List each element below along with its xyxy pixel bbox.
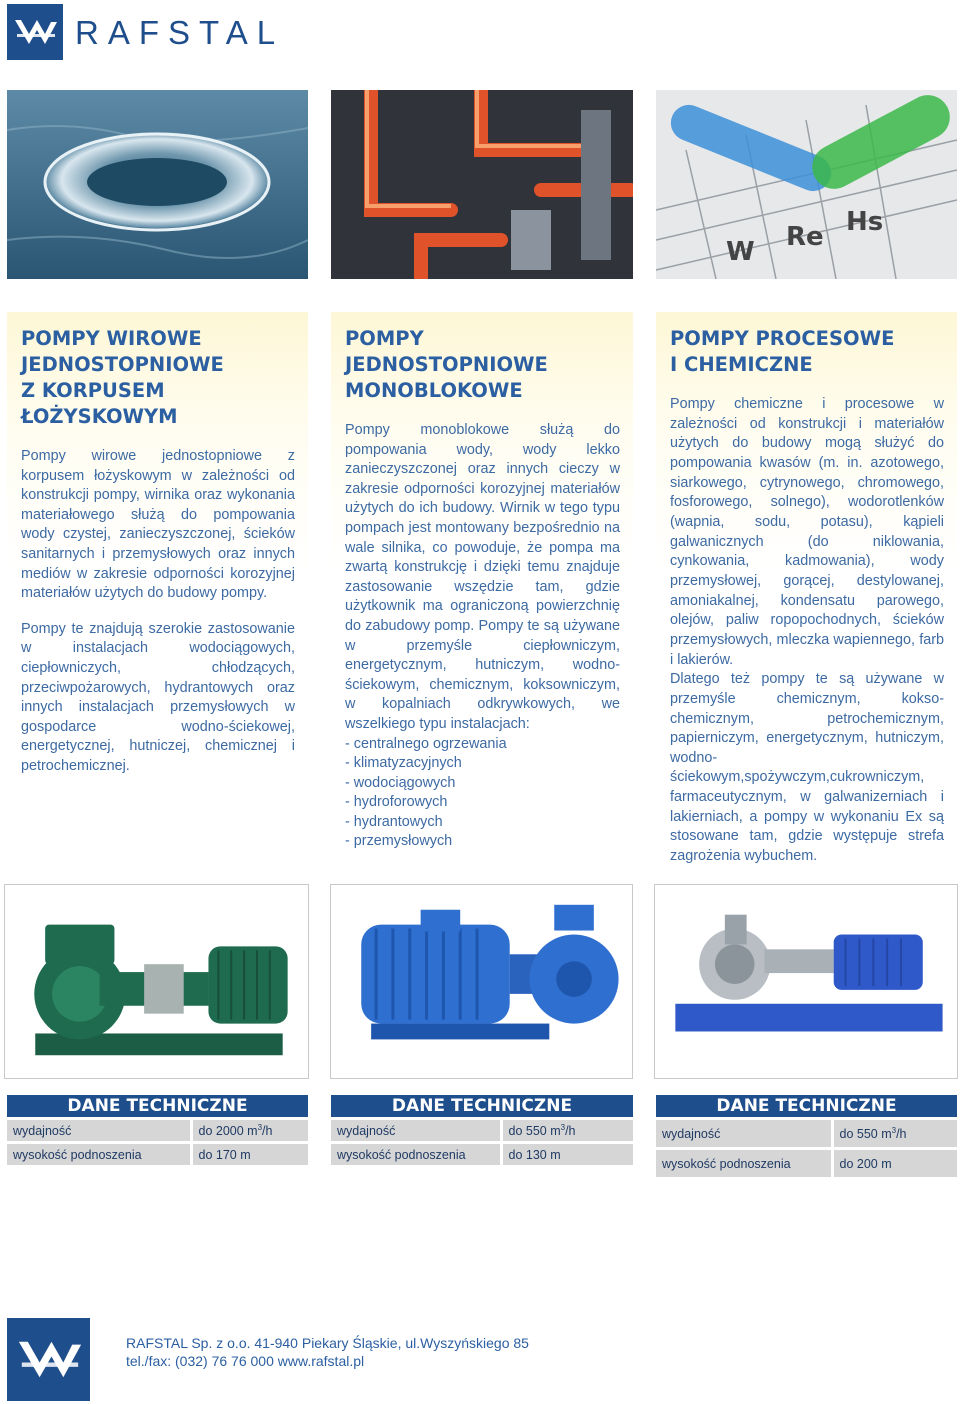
industrial-pipes-photo — [331, 90, 633, 279]
tech-data-title: DANE TECHNICZNE — [656, 1095, 957, 1117]
blue-monoblock-pump-photo — [330, 884, 633, 1079]
section-paragraph: Pompy wirowe jednostopniowe z korpusem łożyskowym w zależności od konstrukcji pompy, wirnika oraz wykonania materiałowego służą do pompowania wody czystej, zanieczyszczonej, ścieków sanitarnych i przemysłowych oraz innych mediów w zakresie odporności korozyjnej materiałów użytych do budowy pompy. — [21, 448, 295, 602]
water-whirlpool-photo — [7, 90, 308, 279]
test-tubes-periodic-table-photo — [656, 90, 957, 279]
tech-data-table-3 — [656, 1095, 957, 1180]
company-contact — [126, 1334, 529, 1370]
section-paragraph: Pompy te znajdują szerokie zastosowanie w instalacjach wodociągowych, ciepłowniczych, chłodzących, przeciwpożarowych, hydrantowych oraz innych instalacjach przemysłowych w gospodarce wodno-ściekowej, energetycznej, hutniczej, chemicznej i petrochemicznej. — [21, 620, 295, 774]
tech-value: do 2000 $m^3/h$ — [191, 1119, 308, 1143]
tech-value: do 130 m — [501, 1143, 633, 1167]
tech-label: wysokość podnoszenia — [7, 1143, 191, 1167]
tech-label: wydajność — [331, 1119, 501, 1143]
tech-data-table-2 — [331, 1095, 633, 1168]
list-item: - hydrantowych — [345, 813, 443, 830]
tech-data-rows — [656, 1117, 957, 1180]
section-title: POMPY WIROWE JEDNOSTOPNIOWE Z KORPUSEM ŁOŻYSKOWYM — [21, 327, 224, 428]
list-item: - wodociągowych — [345, 774, 456, 791]
brand-name: RAFSTAL — [75, 14, 285, 51]
tech-label: wydajność — [7, 1119, 191, 1143]
tech-label: wysokość podnoszenia — [656, 1149, 832, 1179]
tech-data-title: DANE TECHNICZNE — [331, 1095, 633, 1117]
section-title: POMPY PROCESOWE I CHEMICZNE — [670, 327, 895, 376]
tech-data-table-1 — [7, 1095, 308, 1168]
company-address: RAFSTAL Sp. z o.o. 41-940 Piekary Śląskie, ul.Wyszyńskiego 85 — [126, 1335, 529, 1351]
section-title: POMPY JEDNOSTOPNIOWE MONOBLOKOWE — [345, 327, 548, 402]
rafstal-logo-icon — [7, 4, 63, 60]
tech-value: do 550 $m^3/h$ — [832, 1119, 957, 1149]
section-process-chemical-pumps — [656, 312, 957, 865]
header-logo — [7, 4, 317, 60]
tech-data-rows — [331, 1117, 633, 1168]
svg-text:Re: Re — [786, 222, 824, 252]
section-paragraph: Dlatego też pompy te są używane w przemyśle chemicznym, kokso-chemicznym, petrochemicznym, papierniczym, energetycznym, hutniczym, wodno-ściekowym,spożywczym,cukrowniczym, farmaceutycznym, w galwanizerniach i lakierniach, a pompy w wykonaniu Ex są stosowane tam, gdzie występuje strefa zagrożenia wybuchem. — [670, 671, 944, 865]
section-paragraph: Pompy chemiczne i procesowe w zależności od konstrukcji i materiałów użytych do budowy mogą służyć do pompowania kwasów (m. in. azotowego, siarkowego, cytrynowego, chromowego, fosforowego, solnego), wodorotlenków (wapnia, sodu, potasu), kąpieli galwanicznych (do niklowania, cynkowania, kadmowania), wody przemysłowej, gorącej, destylowanej, amoniakalnej, kondensatu parowego, olejów, paliw ropopochodnych, ścieków przemysłowych, mleczka wapiennego, farb i lakierów. — [670, 396, 944, 668]
svg-text:Hs: Hs — [846, 207, 884, 237]
svg-text:W: W — [726, 237, 755, 267]
tech-label: wysokość podnoszenia — [331, 1143, 501, 1167]
list-item: - przemysłowych — [345, 833, 453, 850]
list-item: - centralnego ogrzewania — [345, 735, 507, 752]
section-paragraph: Pompy monoblokowe służą do pompowania wody, wody lekko zanieczyszczonej oraz innych cieczy w zakresie odporności korozyjnej materiałów użytych do ich budowy. Wirnik w tego typu pompach jest montowany bezpośrednio na wale silnika, co powoduje, że pompa ma zwartą konstrukcję i dzięki temu znajduje zastosowanie wszędzie tam, gdzie użytkownik ma ograniczoną powierzchnię do zabudowy pomp. Pompy te są używane w przemyśle ciepłowniczym, energetycznym, hutniczym, wodno-ściekowym, chemicznym, koksowniczym, w kopalniach odkrywkowych, we wszelkiego typu instalacjach: — [345, 422, 620, 732]
section-monoblock-pumps — [331, 312, 633, 860]
green-pump-photo — [4, 884, 309, 1079]
tech-value: do 170 m — [191, 1143, 308, 1167]
list-item: - hydroforowych — [345, 794, 448, 811]
company-phone-web: tel./fax: (032) 76 76 000 www.rafstal.pl — [126, 1353, 365, 1369]
tech-data-rows — [7, 1117, 308, 1168]
chemical-process-pump-photo — [654, 884, 958, 1079]
tech-data-title: DANE TECHNICZNE — [7, 1095, 308, 1117]
tech-label: wydajność — [656, 1119, 832, 1149]
tech-value: do 550 $m^3/h$ — [501, 1119, 633, 1143]
tech-value: do 200 m — [832, 1149, 957, 1179]
footer-logo-icon — [7, 1318, 90, 1401]
section-centrifugal-pumps — [7, 312, 308, 860]
list-item: - klimatyzacyjnych — [345, 755, 462, 772]
application-list — [345, 735, 620, 853]
